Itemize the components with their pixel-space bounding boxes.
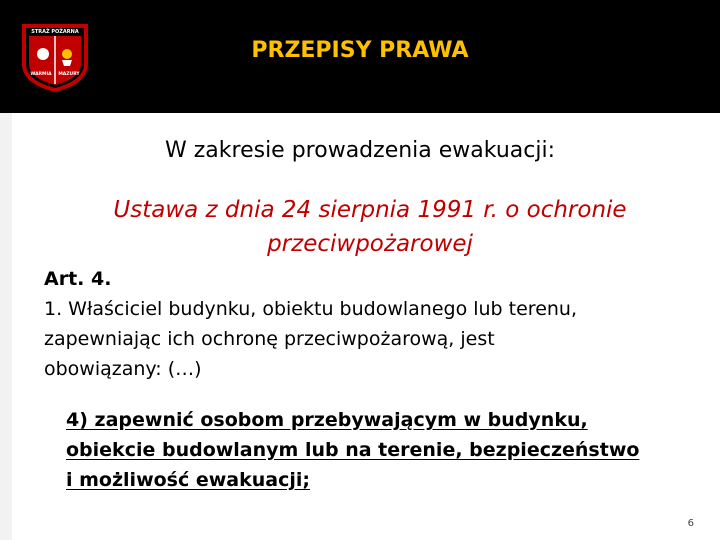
logo-top-text: STRAŻ POŻARNA — [31, 29, 79, 35]
paragraph-line: zapewniając ich ochronę przeciwpożarową, jest — [44, 328, 495, 350]
paragraph-line: 1. Właściciel budynku, obiektu budowlanego lub terenu, — [44, 298, 578, 320]
intro-text: W zakresie prowadzenia ewakuacji: — [165, 138, 555, 163]
point-line: i możliwość ewakuacji; — [66, 469, 310, 491]
paragraph-line: obowiązany: (…) — [44, 358, 202, 380]
article-number: Art. 4. — [44, 268, 112, 290]
point-line: 4) zapewnić osobom przebywającym w budynku, — [66, 409, 588, 431]
header-bar — [0, 0, 720, 113]
logo-right-text: MAZURY — [58, 72, 80, 77]
point-line: obiekcie budowlanym lub na terenie, bezpieczeństwo — [66, 439, 640, 461]
slide-title: PRZEPISY PRAWA — [251, 38, 469, 63]
law-title-line: Ustawa z dnia 24 sierpnia 1991 r. o ochronie — [113, 197, 627, 223]
law-title-line: przeciwpożarowej — [267, 231, 473, 257]
logo-left-text: WARMIA — [30, 72, 52, 77]
page-number: 6 — [687, 518, 694, 529]
law-title — [60, 193, 680, 261]
article-point — [66, 405, 706, 495]
article-text — [44, 264, 704, 384]
